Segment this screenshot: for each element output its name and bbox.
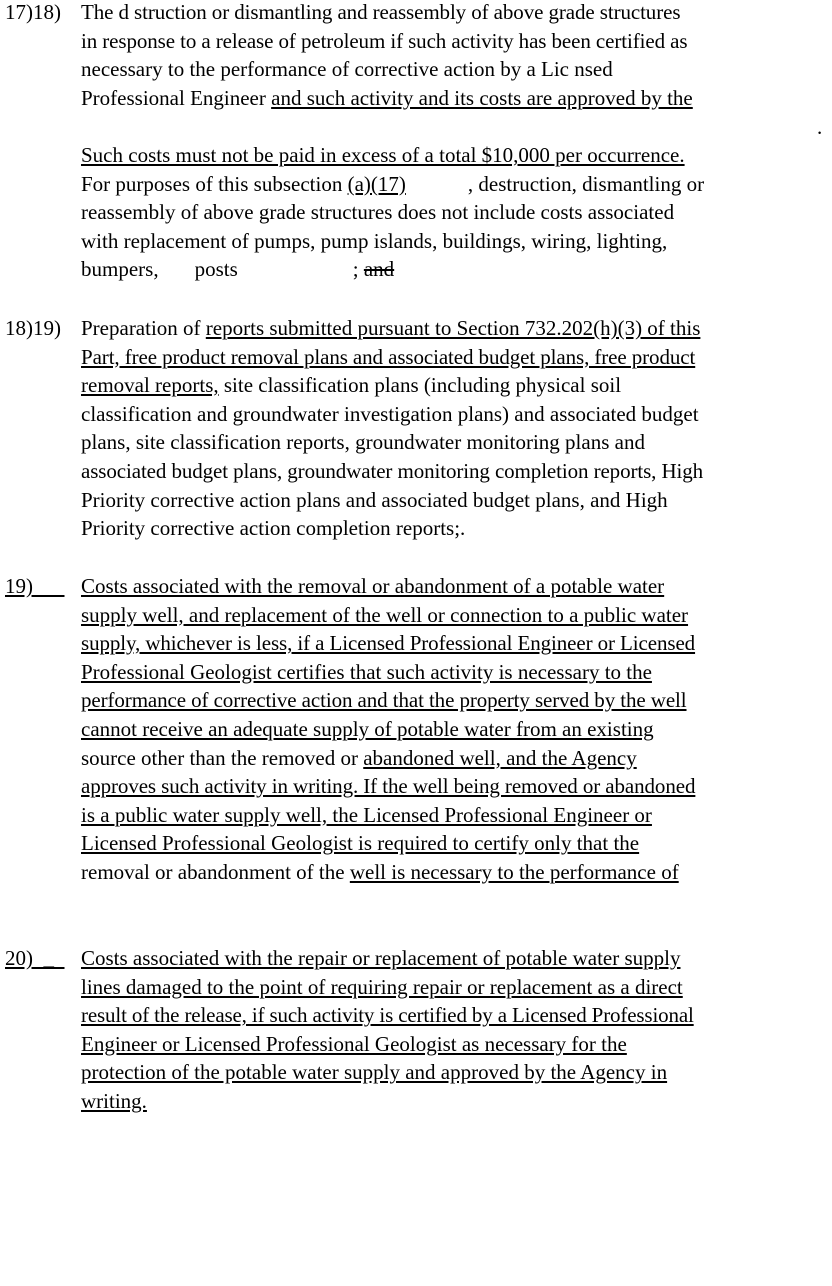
inserted-text: supply, whichever is less, if a Licensed Professional Engineer or Licensed: [81, 631, 696, 656]
inserted-text: Costs associated with the removal or abandonment of a potable water: [81, 574, 665, 598]
text-line: necessary to the performance of corrective action by a Lic nsed: [81, 57, 613, 82]
inserted-text: is a public water supply well, the Licensed Professional Engineer or: [81, 802, 652, 827]
plain-text: posts: [194, 257, 238, 282]
inserted-text: performance of corrective action and that the property served by the well: [81, 688, 687, 713]
blank-line: [81, 112, 831, 141]
text-line: [81, 858, 831, 887]
inserted-text: and such activity and its costs are approved by the: [271, 85, 693, 110]
inserted-text: result of the release, if such activity is certified by a Licensed Professional: [81, 1003, 694, 1028]
item-number: 18)19): [5, 316, 61, 340]
text-line: reassembly of above grade structures does not include costs associated: [81, 200, 675, 225]
text-line: classification and groundwater investigation plans) and associated budget: [81, 401, 699, 426]
inserted-text: Part, free product removal plans and associated budget plans, free product: [81, 344, 696, 369]
inserted-text: removal reports,: [81, 373, 219, 398]
text-line: [81, 170, 831, 199]
inserted-text: well is necessary to the performance of: [349, 859, 679, 884]
inserted-text: supply well, and replacement of the well or connection to a public water: [81, 602, 689, 627]
deleted-text: and: [363, 257, 395, 282]
item-number: 17)18): [5, 0, 61, 24]
text-line: [81, 744, 831, 773]
item-body: [81, 944, 831, 1116]
plain-text: bumpers,: [81, 257, 159, 282]
text-line: The d struction or dismantling and reassembly of above grade structures: [81, 0, 681, 24]
inserted-text: abandoned well, and the Agency: [363, 745, 637, 770]
inserted-text: Costs associated with the repair or replacement of potable water supply: [81, 946, 681, 970]
plain-text: Professional Engineer: [81, 85, 272, 110]
plain-text: source other than the removed or: [81, 745, 364, 770]
stray-mark: .: [817, 115, 823, 139]
text-line: with replacement of pumps, pump islands, buildings, wiring, lighting,: [81, 228, 668, 253]
inserted-text: approves such activity in writing. If the well being removed or abandoned: [81, 774, 696, 799]
inserted-text: Such costs must not be paid in excess of a total $10,000 per occurrence.: [81, 142, 685, 167]
text-line: [81, 84, 831, 113]
plain-text: site classification plans (including physical soil: [218, 373, 622, 398]
item-body: [81, 0, 831, 284]
inserted-text: cannot receive an adequate supply of potable water from an existing: [81, 716, 654, 741]
text-line: in response to a release of petroleum if such activity has been certified as: [81, 28, 688, 53]
plain-text: ;: [352, 257, 364, 282]
text-line: [81, 255, 831, 284]
inserted-text: (a)(17): [347, 171, 406, 196]
inserted-text: protection of the potable water supply and approved by the Agency in: [81, 1060, 668, 1085]
text-line: [81, 314, 831, 343]
inserted-text: Licensed Professional Geologist is required to certify only that the: [81, 831, 640, 856]
plain-text: , destruction, dismantling or: [467, 171, 705, 196]
plain-text: For purposes of this subsection: [81, 171, 348, 196]
inserted-text: Professional Geologist certifies that such activity is necessary to the: [81, 659, 652, 684]
inserted-text: reports submitted pursuant to Section 732.202(h)(3) of this: [205, 316, 701, 340]
plain-text: Preparation of: [81, 316, 206, 340]
inserted-text: lines damaged to the point of requiring repair or replacement as a direct: [81, 974, 683, 999]
item-body: [81, 572, 831, 887]
item-number: 19): [5, 574, 33, 598]
text-line: Priority corrective action plans and associated budget plans, and High: [81, 487, 668, 512]
item-body: [81, 314, 831, 543]
text-line: Priority corrective action completion reports;.: [81, 516, 466, 541]
inserted-text: writing.: [81, 1088, 147, 1113]
plain-text: removal or abandonment of the: [81, 859, 350, 884]
text-line: associated budget plans, groundwater monitoring completion reports, High: [81, 458, 704, 483]
inserted-text: Engineer or Licensed Professional Geologist as necessary for the: [81, 1031, 627, 1056]
text-line: plans, site classification reports, groundwater monitoring plans and: [81, 430, 645, 455]
item-number: 20) _: [5, 946, 65, 970]
text-line: [81, 371, 831, 400]
